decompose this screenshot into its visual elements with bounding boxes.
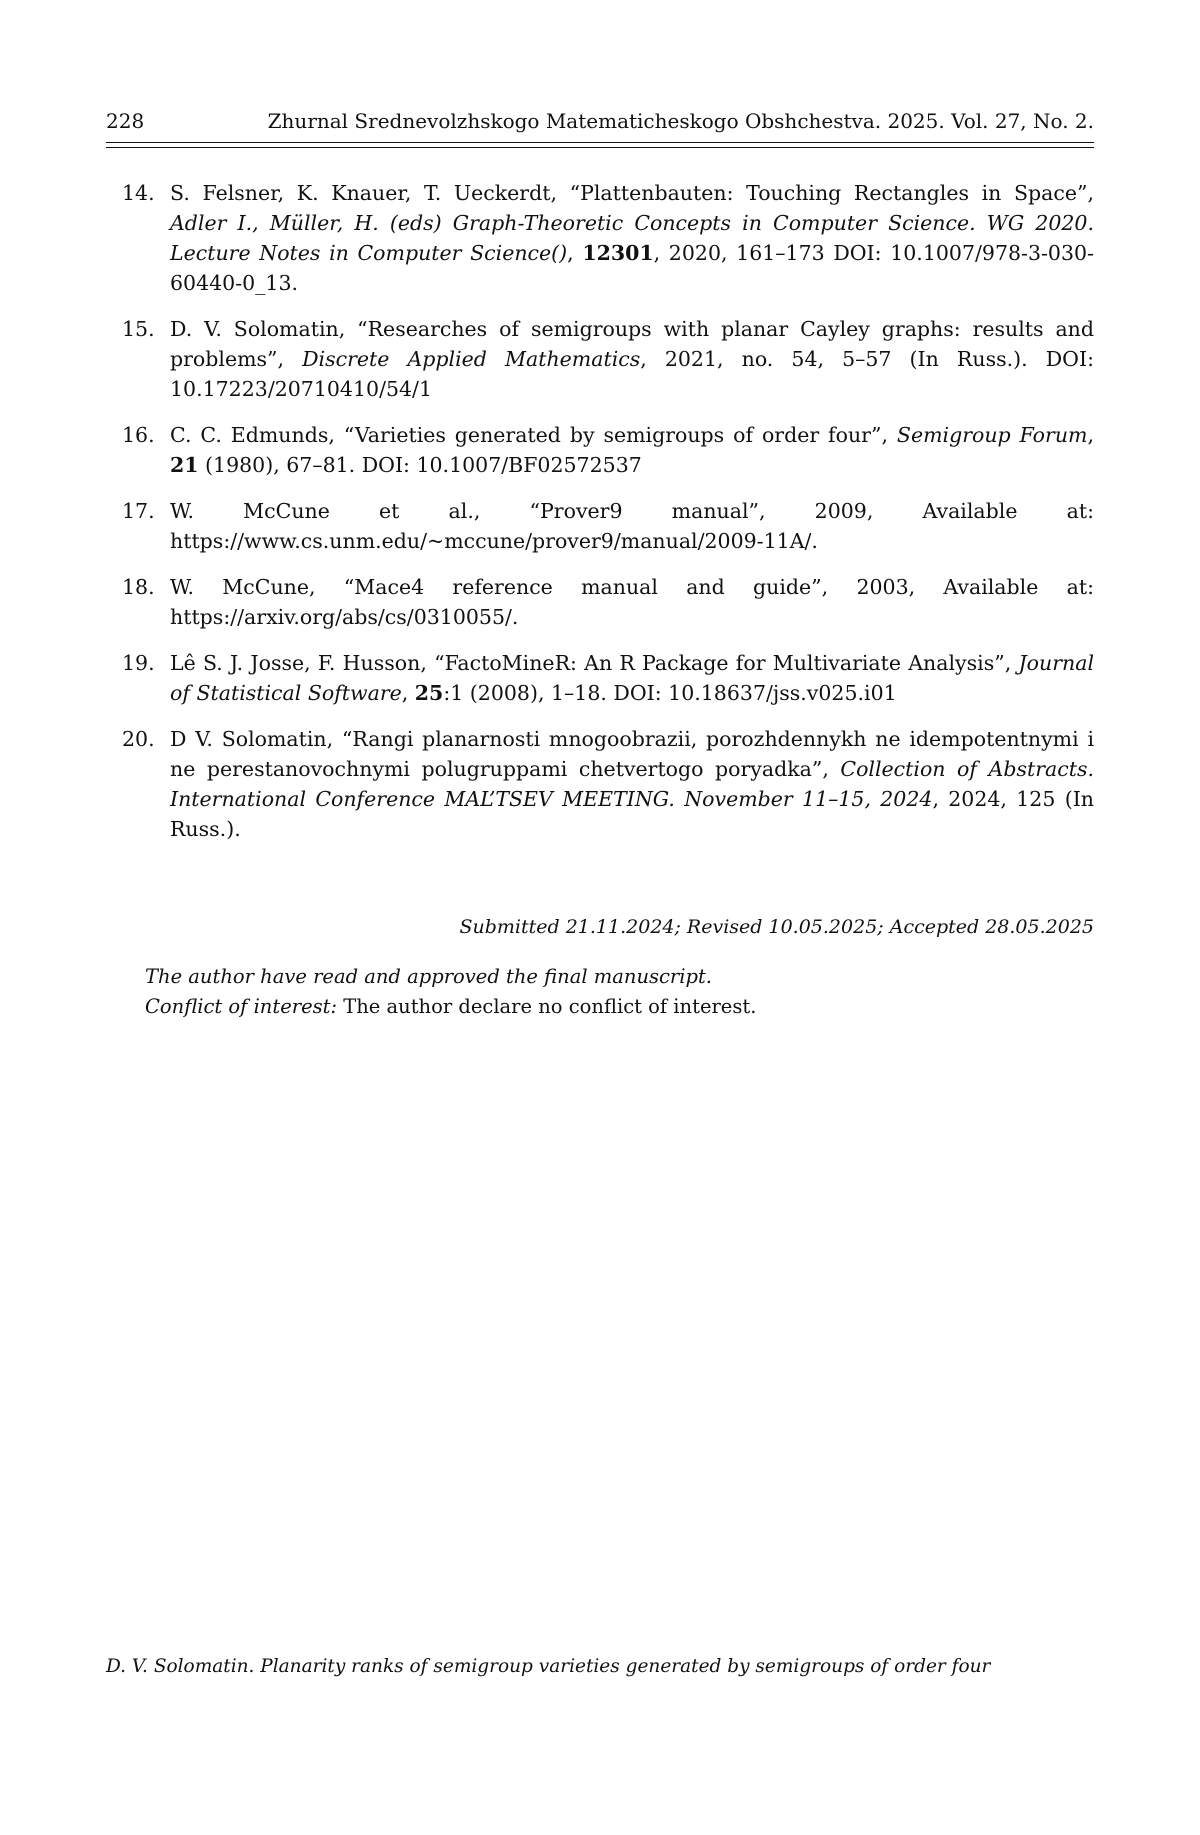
reference-item-17 <box>106 496 1094 556</box>
reference-text: W. McCune et al., “Prover9 manual”, 2009, Available at: https://www.cs.unm.edu/~mccune/prover9/manual/2009-11A/. <box>170 499 1094 553</box>
running-footer: D. V. Solomatin. Planarity ranks of semigroup varieties generated by semigroups of order four <box>106 1656 991 1677</box>
reference-text: C. C. Edmunds, “Varieties generated by semigroups of order four”, <box>170 423 897 447</box>
reference-number: 17. <box>122 499 155 523</box>
header-rule-bottom <box>106 147 1094 148</box>
reference-source: Adler I., Müller, H. (eds) Graph-Theoretic Concepts in Computer Science. WG 2020. Lecture Notes in Computer Science() <box>170 211 1094 265</box>
reference-item-20 <box>106 724 1094 844</box>
conflict-of-interest <box>145 992 756 1022</box>
conflict-label: Conflict of interest: <box>145 995 338 1018</box>
journal-running-title: Zhurnal Srednevolzhskogo Matematicheskogo Obshchestva. 2025. Vol. 27, No. 2. <box>267 109 1094 133</box>
reference-text: W. McCune, “Mace4 reference manual and guide”, 2003, Available at: https://arxiv.org/abs/cs/0310055/. <box>170 575 1094 629</box>
reference-number: 15. <box>122 317 155 341</box>
reference-item-19 <box>106 648 1094 708</box>
reference-source: Collection of Abstracts. International Conference MAL’TSEV MEETING. November 11–15, 2024 <box>170 757 1094 811</box>
submission-dates: Submitted 21.11.2024; Revised 10.05.2025; Accepted 28.05.2025 <box>459 916 1094 938</box>
reference-text: , 2020, 161–173 DOI: 10.1007/978-3-030-60440-0_13. <box>170 241 1094 295</box>
reference-item-16 <box>106 420 1094 480</box>
reference-text: (1980), 67–81. DOI: 10.1007/BF02572537 <box>198 453 642 477</box>
reference-text: , 2024, 125 (In Russ.). <box>170 787 1094 841</box>
reference-item-15 <box>106 314 1094 404</box>
running-header <box>106 104 1094 138</box>
reference-text: , <box>1087 423 1094 447</box>
reference-text: , <box>567 241 583 265</box>
reference-number: 18. <box>122 575 155 599</box>
reference-text: Lê S. J. Josse, F. Husson, “FactoMineR: An R Package for Multivariate Analysis”, <box>170 651 1019 675</box>
reference-list <box>106 178 1094 860</box>
reference-source: Semigroup Forum <box>896 423 1088 447</box>
reference-text: :1 (2008), 1–18. DOI: 10.18637/jss.v025.i01 <box>443 681 897 705</box>
reference-source: Discrete Applied Mathematics <box>302 347 641 371</box>
reference-volume: 21 <box>170 453 199 477</box>
author-notes <box>145 962 756 1022</box>
reference-number: 20. <box>122 727 155 751</box>
reference-volume: 12301 <box>582 241 654 265</box>
conflict-text: The author declare no conflict of interest. <box>337 995 757 1018</box>
page-number: 228 <box>106 109 145 133</box>
approval-statement: The author have read and approved the final manuscript. <box>145 965 713 988</box>
reference-item-18 <box>106 572 1094 632</box>
reference-volume: 25 <box>414 681 444 705</box>
reference-text: , 2021, no. 54, 5–57 (In Russ.). DOI: 10.17223/20710410/54/1 <box>170 347 1094 401</box>
header-rule-top <box>106 142 1094 143</box>
reference-number: 19. <box>122 651 155 675</box>
reference-text: D V. Solomatin, “Rangi planarnosti mnogoobrazii, porozhdennykh ne idempotentnymi i ne perestanovochnymi polugruppami chetvertogo poryadka”, <box>170 727 1094 781</box>
reference-text: D. V. Solomatin, “Researches of semigroups with planar Cayley graphs: results and problems”, <box>170 317 1094 371</box>
reference-text: S. Felsner, K. Knauer, T. Ueckerdt, “Plattenbauten: Touching Rectangles in Space”, <box>170 181 1094 205</box>
reference-text: , <box>401 681 415 705</box>
reference-number: 14. <box>122 181 155 205</box>
reference-item-14 <box>106 178 1094 298</box>
reference-source: Journal of Statistical Software <box>170 651 1094 705</box>
reference-number: 16. <box>122 423 155 447</box>
